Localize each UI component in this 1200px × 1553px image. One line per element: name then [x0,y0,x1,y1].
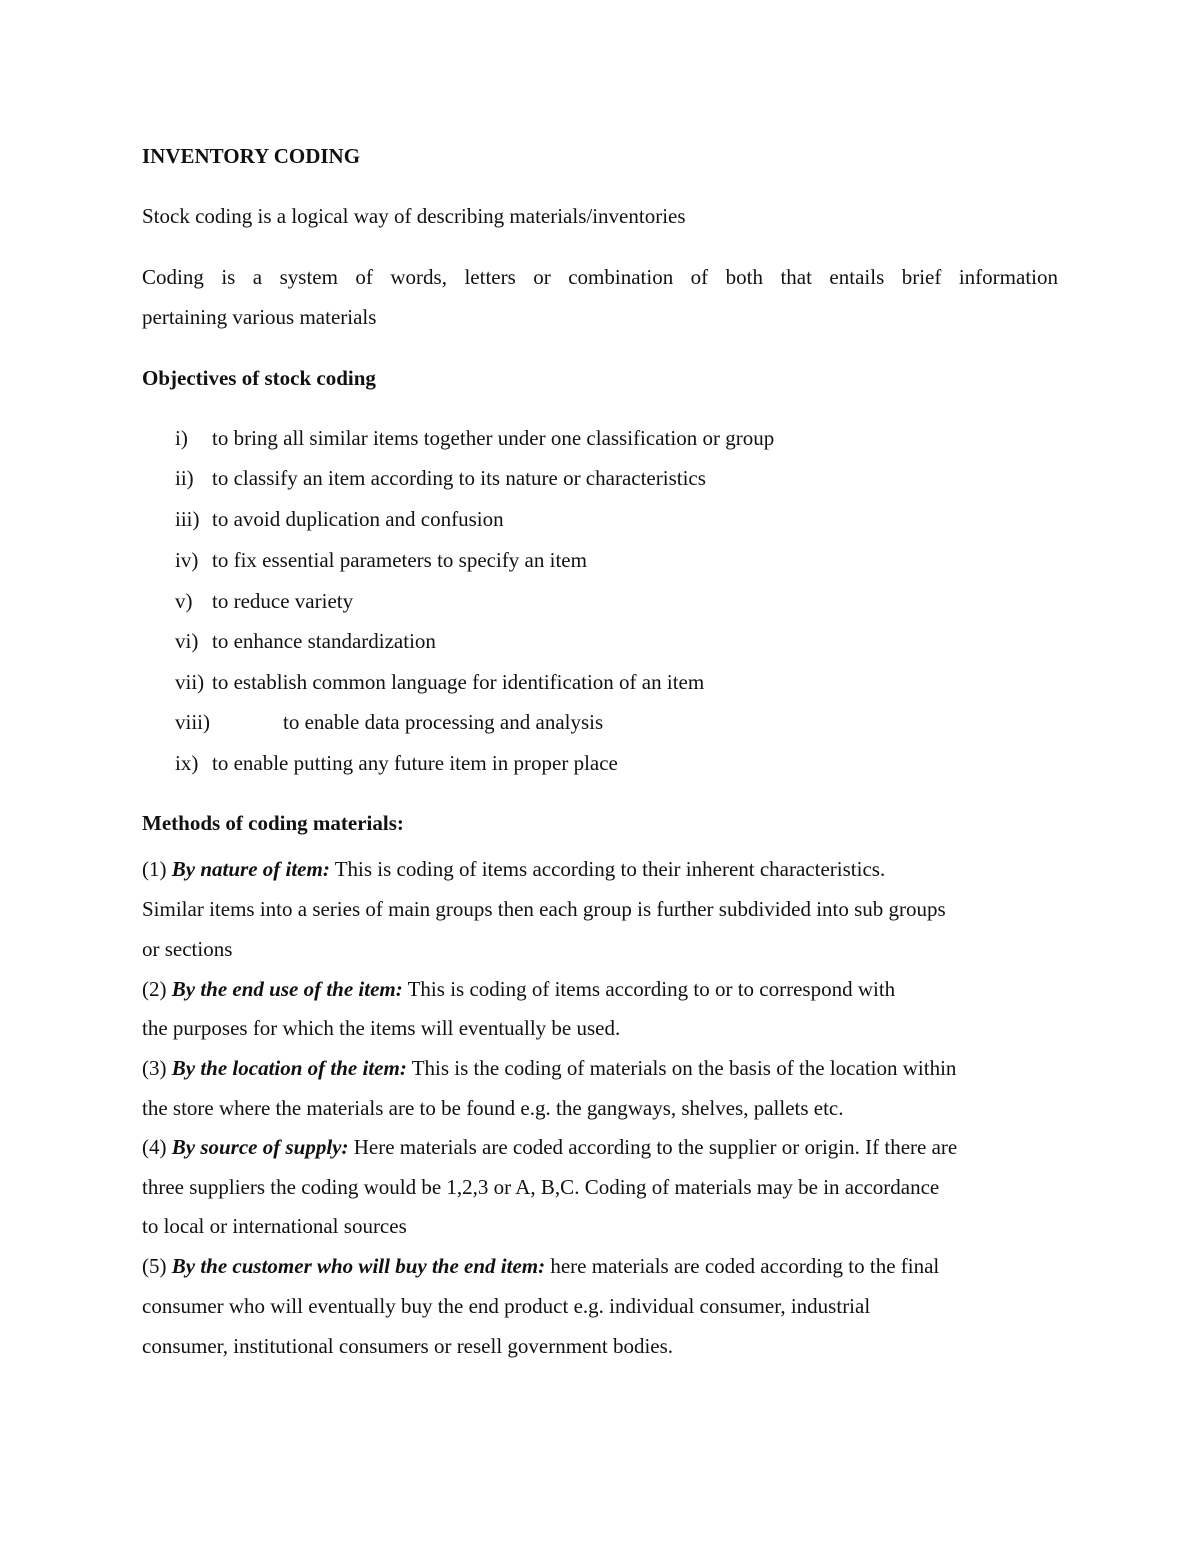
method-continuation: to local or international sources [142,1214,407,1238]
objective-text: to bring all similar items together under one classification or group [212,426,775,450]
objective-number: vi) [175,629,199,653]
objective-number: ii) [175,466,194,490]
objective-item [175,709,604,735]
method-continuation: or sections [142,937,233,961]
method-text: This is coding of items according to their inherent characteristics. [334,857,886,881]
objective-text: to reduce variety [212,589,354,613]
methods-heading: Methods of coding materials: [142,811,404,835]
method-continuation: consumer, institutional consumers or resell government bodies. [142,1334,674,1358]
objective-number: iv) [175,548,199,572]
method-number: (3) [142,1056,167,1080]
method-label: By the end use of the item: [171,977,403,1001]
method-continuation: three suppliers the coding would be 1,2,3 or A, B,C. Coding of materials may be in accordance [142,1175,940,1199]
document-title: INVENTORY CODING [142,144,361,168]
method-label: By the location of the item: [171,1056,407,1080]
objectives-heading: Objectives of stock coding [142,366,376,390]
method-continuation: consumer who will eventually buy the end product e.g. individual consumer, industrial [142,1294,871,1318]
method-text: This is coding of items according to or to correspond with [407,977,896,1001]
objective-text: to enhance standardization [212,629,436,653]
objective-text: to avoid duplication and confusion [212,507,504,531]
method-number: (4) [142,1135,167,1159]
objective-text: to classify an item according to its nature or characteristics [212,466,706,490]
objective-text: to enable data processing and analysis [283,710,604,734]
method-item-1 [142,856,885,882]
intro-paragraph-2-line-1: Coding is a system of words, letters or combination of both that entails brief information [142,265,1058,289]
objective-number: i) [175,426,188,450]
method-continuation: the store where the materials are to be found e.g. the gangways, shelves, pallets etc. [142,1096,844,1120]
method-continuation: the purposes for which the items will eventually be used. [142,1016,621,1040]
objective-text: to establish common language for identification of an item [212,670,705,694]
intro-paragraph-2-line-2: pertaining various materials [142,305,377,329]
method-item-5 [142,1253,939,1279]
method-item-2 [142,976,895,1002]
objective-number: iii) [175,507,200,531]
method-number: (2) [142,977,167,1001]
objective-text: to fix essential parameters to specify an item [212,548,587,572]
objective-item [175,750,618,776]
method-label: By nature of item: [171,857,330,881]
objective-text: to enable putting any future item in proper place [212,751,618,775]
method-label: By source of supply: [171,1135,349,1159]
objective-item [175,506,504,532]
objective-item [175,628,436,654]
method-text: This is the coding of materials on the basis of the location within [411,1056,957,1080]
objective-item [175,425,775,451]
objective-item [175,465,706,491]
method-number: (5) [142,1254,167,1278]
method-text: here materials are coded according to the final [550,1254,940,1278]
method-number: (1) [142,857,167,881]
method-item-4 [142,1134,957,1160]
objective-item [175,669,705,695]
objective-number: v) [175,589,193,613]
objective-number: viii) [175,710,210,734]
method-text: Here materials are coded according to the supplier or origin. If there are [353,1135,958,1159]
objective-number: vii) [175,670,205,694]
method-continuation: Similar items into a series of main groups then each group is further subdivided into sub groups [142,897,946,921]
method-label: By the customer who will buy the end item: [171,1254,546,1278]
objective-item [175,547,587,573]
method-item-3 [142,1055,956,1081]
intro-paragraph-1: Stock coding is a logical way of describing materials/inventories [142,204,686,228]
objective-number: ix) [175,751,199,775]
objective-item [175,588,354,614]
